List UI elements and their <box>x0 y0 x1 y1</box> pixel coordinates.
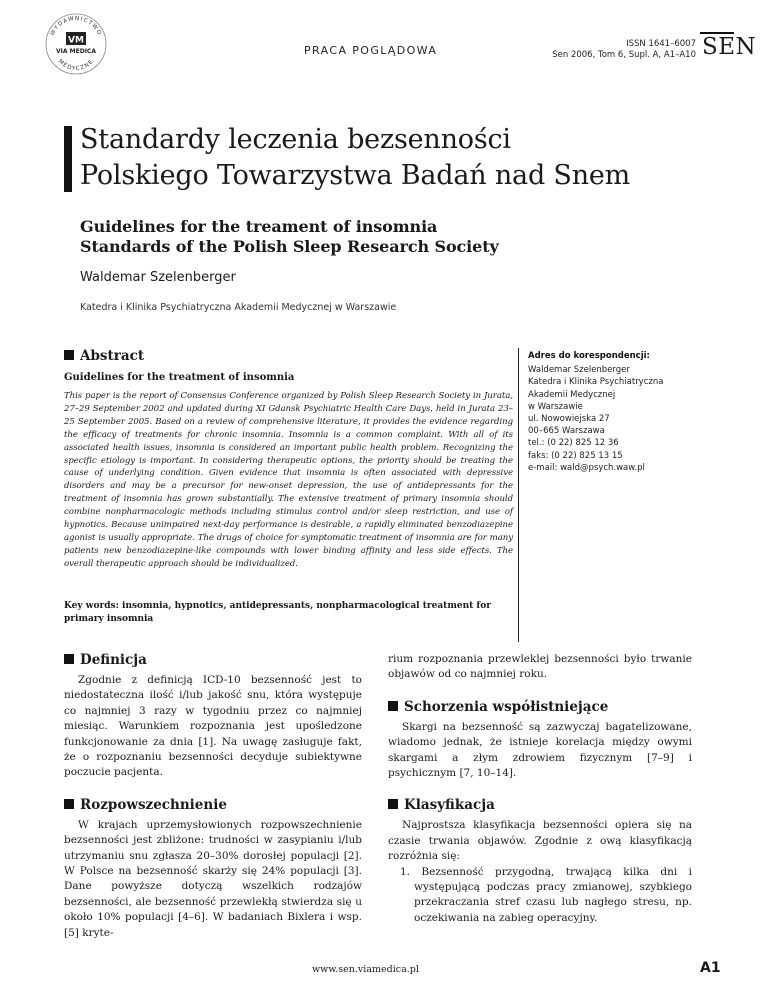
section-heading-text: Schorzenia współistniejące <box>404 698 609 715</box>
correspondence-line: faks: (0 22) 825 13 15 <box>528 450 623 461</box>
svg-text:MEDYCZNE <box>57 59 95 73</box>
logo-name: VIA MEDICA <box>56 48 96 55</box>
section-definicja <box>64 652 362 781</box>
section-body: Zgodnie z definicją ICD-10 bezsenność jest to niedostateczna ilość i/lub jakość snu, która występuje co najmniej 3 razy w tygodniu przez co najmniej miesiąc. Warunkiem rozpoznania jest upośledzone funkcjonowanie za dnia [1]. Na uwagę zasługuje fakt, że o rozpoznaniu bezsenności decyduje subiektywne poczucie pacjenta. <box>64 674 362 779</box>
logo-top-text: WYDAWNICTWO <box>49 15 103 37</box>
subtitle-line-2: Standards of the Polish Sleep Research Society <box>80 237 499 256</box>
correspondence-email: e-mail: wald@psych.waw.pl <box>528 462 645 473</box>
abstract-text: This paper is the report of Consensus Conference organized by Polish Sleep Research Society in Jurata, 27–29 September 2002 and updated during XI Gdansk Psychiatric Health Care Days, held in Jurata 23–25 September 2005. Based on a review of comprehensive literature, it provides the evidence regarding the efficacy of treatments for chronic insomnia. Insomnia is a common complaint. With all of its associated health issues, insomnia is considered an important public health problem. Recognizing the specific etiology is important. In considering therapeutic options, the priority should be treating the cause of underlying condition. Given evidence that insomnia is often associated with depressive disorders and may be a precursor for new-onset depression, the use of antidepressants for the treatment of insomnia has grown substantially. The extensive treatment of primary insomnia should combine nonpharmacologic methods including stimulus control and/or sleep restriction, and use of hypnotics. Because unimpaired next-day performance is desirable, a rapidly eliminated benzodiazepine agonist is usually appropriate. The drugs of choice for symptomatic treatment of insomnia are for many patients new benzodiazepine-like compounds with lower binding affinity and less side effects. The overall therapeutic approach should be individualized. <box>64 391 513 569</box>
section-marker-icon <box>64 350 74 360</box>
section-klasyfikacja <box>388 797 692 926</box>
citation: Sen 2006, Tom 6, Supl. A, A1–A10 <box>552 50 696 60</box>
continuation-text: rium rozpoznania przewleklej bezsenności było trwanie objawów od co najmniej roku. <box>388 653 692 681</box>
correspondence-line: Akademii Medycznej <box>528 389 616 400</box>
column-divider <box>518 348 519 642</box>
section-body: Skargi na bezsenność są zazwyczaj bagatelizowane, wiadomo jednak, że istnieje korelacja między owymi skargami a złym zdrowiem fizycznym [7–9] i psychicznym [7, 10–14]. <box>388 720 692 780</box>
author: Waldemar Szelenberger <box>80 270 236 285</box>
section-body: W krajach uprzemysłowionych rozpowszechnienie bezsenności jest zbliżone: trudności w zasypianiu i/lub utrzymaniu snu zgłasza 20–30% dorosłej populacji [2]. W Polsce na bezsenność skarży się 24% populacji [3]. Dane powyższe dotyczą wszelkich rodzajów bezsenności, ale bezsenność przewlekłą stwierdza się u około 10% populacji [4–6]. W badaniach Bixlera i wsp. [5] kryte- <box>64 818 362 939</box>
page-number: A1 <box>700 960 721 976</box>
section-marker-icon <box>64 654 74 664</box>
article-subtitle <box>80 217 499 257</box>
section-marker-icon <box>388 799 398 809</box>
section-body: Najprostsza klasyfikacja bezsenności opiera się na czasie trwania objawów. Zgodnie z ową klasyfikacją rozróżnia się: <box>388 819 692 863</box>
section-marker-icon <box>388 701 398 711</box>
title-bar <box>64 126 72 192</box>
section-heading <box>388 699 692 715</box>
citation-block <box>552 39 696 61</box>
title-line-1: Standardy leczenia bezsenności <box>80 124 511 155</box>
section-rozpowszechnienie <box>64 797 362 941</box>
correspondence-line: 00–665 Warszawa <box>528 426 605 437</box>
section-heading-text: Klasyfikacja <box>404 797 495 814</box>
title-line-2: Polskiego Towarzystwa Badań nad Snem <box>80 160 631 191</box>
correspondence-line: Waldemar Szelenberger <box>528 365 630 376</box>
correspondence-line: w Warszawie <box>528 401 583 412</box>
journal-name: SEN <box>702 34 757 60</box>
publisher-logo <box>44 12 108 76</box>
correspondence-line: tel.: (0 22) 825 12 36 <box>528 438 619 449</box>
section-heading-text: Definicja <box>80 652 147 668</box>
correspondence-label: Adres do korespondencji: <box>528 351 650 361</box>
section-heading-text: Rozpowszechnienie <box>80 796 227 813</box>
abstract-heading <box>64 348 144 364</box>
section-schorzenia <box>388 699 692 782</box>
affiliation: Katedra i Klinika Psychiatryczna Akademii Medycznej w Warszawie <box>80 302 397 313</box>
subtitle-line-1: Guidelines for the treament of insomnia <box>80 217 438 236</box>
logo-monogram: VM <box>68 35 84 46</box>
left-column <box>64 652 362 957</box>
issn: ISSN 1641–6007 <box>626 39 696 49</box>
section-heading <box>64 797 362 813</box>
section-heading <box>388 797 692 813</box>
correspondence-line: ul. Nowowiejska 27 <box>528 414 610 425</box>
abstract-subheading: Guidelines for the treatment of insomnia <box>64 372 295 383</box>
classification-list <box>388 865 692 927</box>
article-type: PRACA POGLĄDOWA <box>304 44 438 57</box>
logo-bottom-text: MEDYCZNE <box>56 58 96 73</box>
keywords: Key words: insomnia, hypnotics, antidepressants, nonpharmacological treatment for primary insomnia <box>64 601 492 624</box>
correspondence-block <box>528 350 663 474</box>
list-item: 1. Bezsenność przygodną, trwającą kilka dni i występującą podczas pracy zmianowej, szybkiego przekraczania stref czasu lub nagłego stresu, np. oczekiwania na zabieg operacyjny. <box>400 865 692 924</box>
section-marker-icon <box>64 799 74 809</box>
abstract-heading-text: Abstract <box>80 348 145 364</box>
footer-url: www.sen.viamedica.pl <box>312 964 419 975</box>
right-column <box>388 652 692 942</box>
article-title <box>80 122 630 194</box>
section-heading <box>64 652 362 668</box>
correspondence-line: Katedra i Klinika Psychiatryczna <box>528 377 664 388</box>
